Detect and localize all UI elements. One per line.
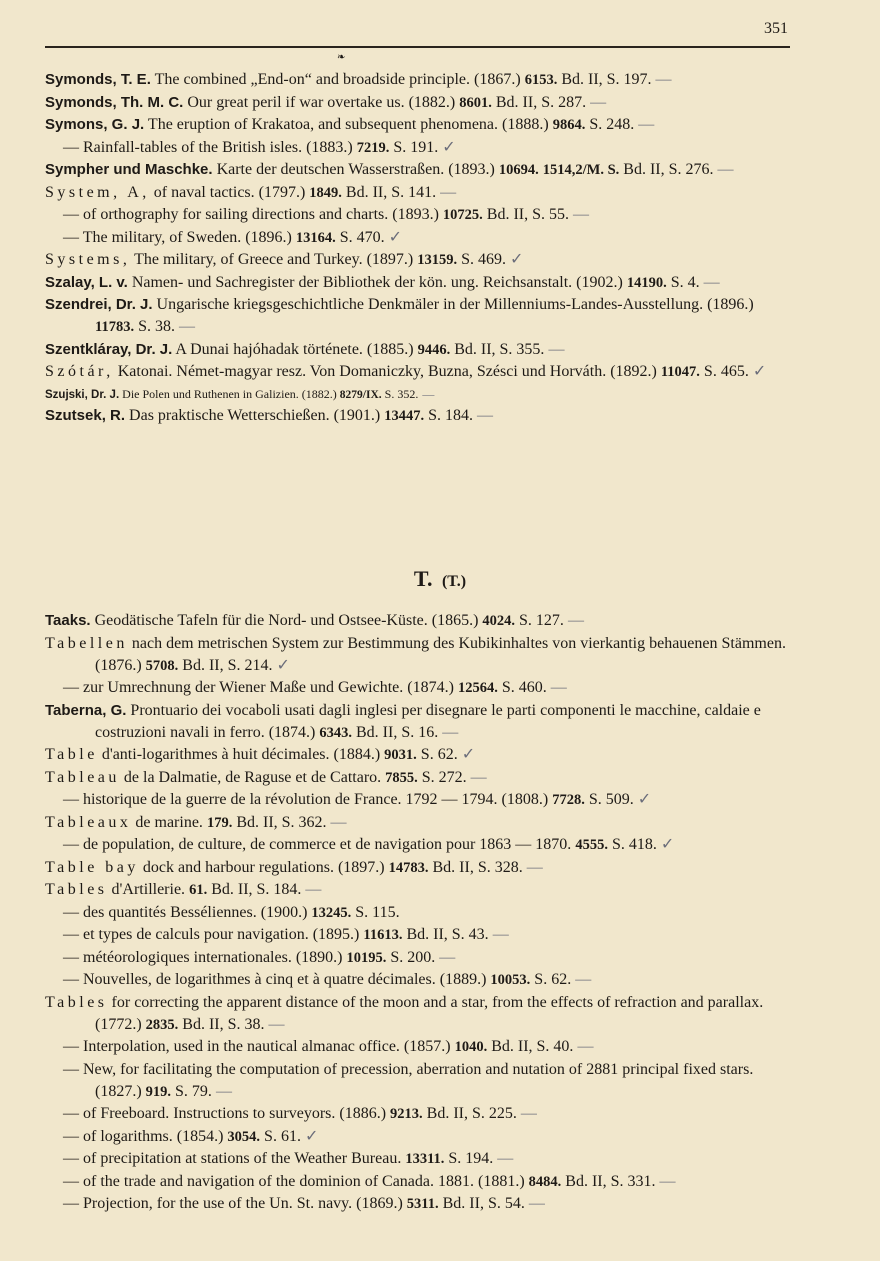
entry-number: 14783. bbox=[388, 859, 429, 876]
entry-dash: — bbox=[63, 138, 79, 156]
entry-number: 11613. bbox=[363, 927, 403, 943]
entry-title: Karte der deutschen Wasserstraßen. (1893.) bbox=[216, 161, 495, 178]
entries-lower bbox=[45, 610, 790, 1216]
index-entry bbox=[45, 204, 790, 226]
entry-title: for correcting the apparent distance of the moon and a star, from the effects of refraction and parallax. (1772.) bbox=[95, 993, 764, 1033]
entry-author: Symonds, Th. M. C. bbox=[45, 93, 184, 111]
entry-number: 11783. bbox=[95, 319, 135, 335]
entry-reference: Bd. II, S. 225. bbox=[426, 1105, 517, 1122]
entry-reference: S. 79. bbox=[175, 1082, 212, 1100]
entry-dash: — bbox=[63, 971, 79, 988]
entry-reference: Bd. II, S. 141. bbox=[345, 183, 437, 201]
entry-title: of logarithms. (1854.) bbox=[83, 1127, 224, 1145]
check-mark-icon: ✓ bbox=[442, 138, 456, 156]
index-entry bbox=[45, 767, 790, 789]
entry-reference: S. 184. bbox=[428, 407, 474, 424]
dash-mark: — bbox=[526, 858, 543, 876]
entry-number: 13159. bbox=[417, 252, 458, 268]
entry-title: of Freeboard. Instructions to surveyors. (1886.) bbox=[83, 1105, 387, 1122]
entry-dash: — bbox=[63, 228, 79, 246]
entry-reference: S. 200. bbox=[390, 948, 436, 966]
entry-dash: — bbox=[63, 679, 79, 696]
check-mark-icon: ✓ bbox=[276, 656, 290, 674]
index-entry bbox=[45, 1126, 790, 1148]
entry-number: 10195. bbox=[346, 949, 387, 966]
entry-number: 8484. bbox=[528, 1173, 562, 1190]
entry-reference: S. 465. bbox=[703, 363, 749, 380]
dash-mark: — bbox=[573, 206, 590, 223]
entry-reference: Bd. II, S. 43. bbox=[406, 926, 489, 943]
entry-title: Nouvelles, de logarithmes à cinq et à quatre décimales. (1889.) bbox=[83, 971, 487, 988]
entry-author: Symonds, T. E. bbox=[45, 71, 151, 88]
entry-number: 9446. bbox=[417, 341, 451, 358]
entry-dash: — bbox=[63, 926, 79, 943]
entry-title: Ungarische kriegsgeschichtliche Denkmäler in der Millenniums-Landes-Ausstellung. (1896.) bbox=[156, 296, 754, 313]
dash-mark: — bbox=[703, 273, 720, 291]
entry-number: 11047. bbox=[660, 364, 700, 380]
dash-mark: — bbox=[422, 386, 435, 401]
index-entry bbox=[45, 1171, 790, 1193]
entry-author: Szalay, L. v. bbox=[45, 273, 128, 291]
index-entry bbox=[45, 384, 790, 405]
dash-mark: — bbox=[470, 768, 487, 786]
entry-title: de marine. bbox=[135, 813, 203, 831]
index-entry bbox=[45, 159, 790, 181]
entry-reference: Bd. II, S. 197. bbox=[561, 71, 652, 88]
entry-title: dock and harbour regulations. (1897.) bbox=[142, 858, 385, 876]
index-entry bbox=[45, 1036, 790, 1058]
dash-mark: — bbox=[215, 1082, 232, 1100]
dash-mark: — bbox=[439, 948, 456, 966]
entry-dash: — bbox=[63, 836, 79, 853]
entry-number: 14190. bbox=[626, 274, 667, 291]
entry-number: 7855. bbox=[385, 769, 418, 786]
entry-title: New, for facilitating the computation of precession, aberration and nutation of 2881 principal fixed stars. (1827.) bbox=[83, 1060, 754, 1100]
entry-number: 13245. bbox=[311, 904, 352, 921]
entry-dash: — bbox=[63, 948, 79, 966]
entry-title: Rainfall-tables of the British isles. (1883.) bbox=[83, 138, 353, 156]
entry-reference: Bd. II, S. 184. bbox=[211, 881, 302, 898]
entry-number: 8279/IX. bbox=[339, 388, 382, 401]
entry-title: Katonai. Német-magyar resz. Von Domaniczky, Buzna, Szésci und Horváth. (1892.) bbox=[117, 363, 657, 380]
entry-reference: Bd. II, S. 54. bbox=[442, 1195, 525, 1212]
entry-number: 5311. bbox=[406, 1196, 439, 1212]
entry-keyword: Tables bbox=[45, 993, 108, 1011]
dash-mark: — bbox=[550, 679, 567, 696]
entry-title: Interpolation, used in the nautical almanac office. (1857.) bbox=[83, 1038, 451, 1055]
index-entry bbox=[45, 812, 790, 834]
entry-dash: — bbox=[63, 1038, 79, 1055]
dash-mark: — bbox=[590, 93, 607, 111]
entry-reference: Bd. II, S. 355. bbox=[454, 340, 545, 358]
entry-reference: S. 509. bbox=[588, 791, 634, 808]
dash-mark: — bbox=[330, 813, 347, 831]
entry-number: 10725. bbox=[442, 207, 483, 223]
index-entry bbox=[45, 1193, 790, 1215]
dash-mark: — bbox=[717, 161, 734, 178]
entry-title: de la Dalmatie, de Raguse et de Cattaro. bbox=[123, 768, 382, 786]
entry-dash: — bbox=[63, 206, 79, 223]
index-entry bbox=[45, 834, 790, 856]
entry-title: Geodätische Tafeln für die Nord- und Ostsee-Küste. (1865.) bbox=[94, 612, 479, 629]
index-entry bbox=[45, 633, 790, 677]
entry-title: of precipitation at stations of the Weather Bureau. bbox=[83, 1150, 402, 1167]
entry-number: 10694. bbox=[498, 162, 539, 178]
dash-mark: — bbox=[528, 1195, 545, 1212]
entry-reference: Bd. II, S. 214. bbox=[182, 656, 273, 674]
index-entry bbox=[45, 92, 790, 114]
entry-number: 5708. bbox=[145, 657, 179, 674]
entry-title: The eruption of Krakatoa, and subsequent phenomena. (1888.) bbox=[147, 116, 549, 133]
entry-title: of naval tactics. (1797.) bbox=[153, 183, 306, 201]
entry-dash: — bbox=[63, 1127, 79, 1145]
index-entry bbox=[45, 700, 790, 744]
index-entry bbox=[45, 744, 790, 766]
dash-mark: — bbox=[638, 116, 655, 133]
entry-reference: Bd. II, S. 331. bbox=[565, 1172, 656, 1190]
entry-author: Taberna, G. bbox=[45, 701, 127, 719]
dash-mark: — bbox=[178, 318, 195, 335]
entry-number: 2835. bbox=[145, 1016, 179, 1033]
dash-mark: — bbox=[497, 1150, 514, 1167]
entry-author: Szentkláray, Dr. J. bbox=[45, 340, 173, 358]
entry-keyword: Szótár, bbox=[45, 363, 114, 380]
entry-dash: — bbox=[63, 1195, 79, 1212]
entry-number: 13447. bbox=[384, 408, 425, 424]
entry-title: The combined „End-on“ and broadside principle. (1867.) bbox=[154, 71, 521, 88]
entry-number: 8601. bbox=[459, 94, 492, 111]
entry-title: zur Umrechnung der Wiener Maße und Gewichte. (1874.) bbox=[83, 679, 454, 696]
entry-title: Prontuario dei vocaboli usati dagli inglesi per disegnare le parti componenti le macchine, caldaie e costruzioni navali in ferro. (1874.) bbox=[95, 701, 761, 741]
index-entry bbox=[45, 137, 790, 159]
entry-reference: S. 62. bbox=[420, 746, 458, 763]
header-rule bbox=[45, 46, 790, 48]
entry-title: of the trade and navigation of the dominion of Canada. 1881. (1881.) bbox=[83, 1172, 525, 1190]
index-entry bbox=[45, 610, 790, 632]
entry-keyword: Table bbox=[45, 746, 98, 763]
entry-reference: S. 62. bbox=[534, 971, 572, 988]
index-entry bbox=[45, 405, 790, 427]
entry-reference: Bd. II, S. 328. bbox=[432, 858, 523, 876]
check-mark-icon: ✓ bbox=[461, 746, 476, 763]
entry-title: et types de calculs pour navigation. (1895.) bbox=[83, 926, 360, 943]
entry-number: 4555. bbox=[575, 837, 608, 853]
dash-mark: — bbox=[659, 1172, 676, 1190]
dash-mark: — bbox=[492, 926, 509, 943]
index-entry bbox=[45, 1103, 790, 1125]
entry-number: 6343. bbox=[319, 724, 352, 741]
dash-mark: — bbox=[305, 881, 322, 898]
index-entry bbox=[45, 992, 790, 1036]
entry-reference: Bd. II, S. 287. bbox=[495, 93, 587, 111]
entry-author: Symons, G. J. bbox=[45, 116, 145, 133]
dash-mark: — bbox=[577, 1038, 594, 1055]
entry-title: météorologiques internationales. (1890.) bbox=[83, 948, 343, 966]
entry-number: 13311. bbox=[405, 1151, 445, 1167]
entry-dash: — bbox=[63, 1172, 79, 1190]
entry-title: de population, de culture, de commerce et de navigation pour 1863 — 1870. bbox=[83, 836, 572, 853]
entry-keyword: System, A, bbox=[45, 183, 150, 201]
entry-dash: — bbox=[63, 1150, 79, 1167]
entry-keyword: Tableaux bbox=[45, 813, 132, 831]
entry-title: of orthography for sailing directions and charts. (1893.) bbox=[83, 206, 439, 223]
index-entry bbox=[45, 294, 790, 338]
entry-title: Die Polen und Ruthenen in Galizien. (1882.) bbox=[122, 386, 337, 401]
dash-mark: — bbox=[655, 71, 672, 88]
check-mark-icon: ✓ bbox=[510, 251, 524, 268]
dash-mark: — bbox=[548, 340, 565, 358]
entry-number: 1040. bbox=[454, 1039, 488, 1055]
index-entry bbox=[45, 924, 790, 946]
page-number: 351 bbox=[764, 20, 788, 37]
index-entry bbox=[45, 339, 790, 361]
entry-number: 7219. bbox=[356, 139, 390, 156]
entry-title: Das praktische Wetterschießen. (1901.) bbox=[129, 407, 381, 424]
index-entry bbox=[45, 272, 790, 294]
dash-mark: — bbox=[520, 1105, 537, 1122]
index-entry bbox=[45, 249, 790, 271]
check-mark-icon: ✓ bbox=[637, 791, 652, 808]
index-entry bbox=[45, 902, 790, 924]
entry-number: 9213. bbox=[390, 1106, 423, 1122]
entry-reference: S. 38. bbox=[138, 318, 175, 335]
entry-number: 61. bbox=[189, 882, 208, 898]
entry-number: 3054. bbox=[227, 1128, 261, 1145]
entry-reference: S. 191. bbox=[393, 138, 439, 156]
index-entry bbox=[45, 969, 790, 991]
entries-upper bbox=[45, 69, 790, 428]
entry-author: Sympher und Maschke. bbox=[45, 161, 213, 178]
check-mark-icon: ✓ bbox=[388, 228, 403, 246]
entry-keyword: Table bay bbox=[45, 858, 139, 876]
index-entry bbox=[45, 1148, 790, 1170]
entry-title: The military, of Greece and Turkey. (1897.) bbox=[134, 251, 414, 268]
entry-keyword: Tableau bbox=[45, 768, 120, 786]
entry-reference: S. 352. bbox=[384, 386, 419, 401]
entry-keyword: Tables bbox=[45, 881, 108, 898]
index-entry bbox=[45, 1059, 790, 1103]
entry-author: Szujski, Dr. J. bbox=[45, 388, 120, 401]
entry-number: 12564. bbox=[457, 680, 498, 696]
check-mark-icon: ✓ bbox=[752, 363, 767, 380]
entry-title: d'Artillerie. bbox=[111, 881, 186, 898]
entry-title: A Dunai hajóhadak története. (1885.) bbox=[175, 340, 414, 358]
entry-reference: Bd. II, S. 38. bbox=[182, 1015, 265, 1033]
entry-title: Our great peril if war overtake us. (1882.) bbox=[187, 93, 456, 111]
index-entry bbox=[45, 879, 790, 901]
index-entry bbox=[45, 361, 790, 383]
entry-reference: S. 460. bbox=[501, 679, 547, 696]
entry-title: Projection, for the use of the Un. St. navy. (1869.) bbox=[83, 1195, 403, 1212]
entry-number: 179. bbox=[206, 814, 233, 831]
index-entry bbox=[45, 227, 790, 249]
entry-title: des quantités Besséliennes. (1900.) bbox=[83, 903, 308, 921]
index-entry bbox=[45, 114, 790, 136]
entry-number: 1849. bbox=[309, 184, 342, 201]
entry-title: Namen- und Sachregister der Bibliothek der kön. ung. Reichsanstalt. (1902.) bbox=[131, 273, 623, 291]
entry-reference: Bd. II, S. 362. bbox=[236, 813, 327, 831]
entry-number: 9864. bbox=[552, 117, 586, 133]
entry-reference: S. 194. bbox=[448, 1150, 494, 1167]
entry-dash: — bbox=[63, 1105, 79, 1122]
dash-mark: — bbox=[440, 183, 457, 201]
entry-reference: S. 4. bbox=[670, 273, 700, 291]
entry-number: 7728. bbox=[552, 792, 585, 808]
dash-mark: — bbox=[575, 971, 592, 988]
entry-reference: S. 418. bbox=[611, 836, 657, 853]
entry-keyword: Systems, bbox=[45, 251, 131, 268]
entry-reference: S. 470. bbox=[339, 228, 385, 246]
entry-title: The military, of Sweden. (1896.) bbox=[82, 228, 292, 246]
dash-mark: — bbox=[268, 1015, 285, 1033]
entry-number: 4024. bbox=[482, 613, 516, 629]
entry-reference: S. 61. bbox=[264, 1127, 301, 1145]
dash-mark: — bbox=[442, 723, 459, 741]
entry-reference: Bd. II, S. 16. bbox=[356, 723, 439, 741]
entry-title: d'anti-logarithmes à huit décimales. (1884.) bbox=[101, 746, 381, 763]
entry-reference: Bd. II, S. 40. bbox=[491, 1038, 574, 1055]
entry-reference: S. 272. bbox=[421, 768, 467, 786]
entry-reference: Bd. II, S. 55. bbox=[486, 206, 570, 223]
index-entry bbox=[45, 857, 790, 879]
dash-mark: — bbox=[477, 407, 494, 424]
section-heading bbox=[0, 566, 880, 592]
entry-number: 9031. bbox=[384, 747, 417, 763]
entry-reference: S. 248. bbox=[589, 116, 635, 133]
entry-number: 10053. bbox=[490, 972, 531, 988]
entry-dash: — bbox=[63, 791, 79, 808]
entry-extra: 1514,2/M. S. bbox=[542, 162, 620, 178]
ornament-mark: ❧ bbox=[337, 52, 346, 63]
index-entry bbox=[45, 69, 790, 91]
entry-keyword: Tabellen bbox=[45, 634, 128, 652]
entry-number: 6153. bbox=[524, 72, 558, 88]
index-entry bbox=[45, 677, 790, 699]
entry-dash: — bbox=[63, 903, 79, 921]
check-mark-icon: ✓ bbox=[660, 836, 675, 853]
entry-reference: S. 469. bbox=[461, 251, 507, 268]
entry-number: 13164. bbox=[295, 229, 336, 246]
entry-author: Szutsek, R. bbox=[45, 407, 126, 424]
entry-number: 919. bbox=[145, 1083, 172, 1100]
entry-author: Szendrei, Dr. J. bbox=[45, 296, 153, 313]
index-entry bbox=[45, 947, 790, 969]
entry-reference: S. 115. bbox=[355, 903, 400, 921]
entry-title: nach dem metrischen System zur Bestimmung des Kubikinhaltes von vierkantig behauenen Stämmen. (1876.) bbox=[95, 634, 786, 674]
check-mark-icon: ✓ bbox=[304, 1127, 319, 1145]
entry-title: historique de la guerre de la révolution de France. 1792 — 1794. (1808.) bbox=[83, 791, 549, 808]
entry-reference: S. 127. bbox=[519, 612, 564, 629]
index-entry bbox=[45, 182, 790, 204]
dash-mark: — bbox=[567, 612, 584, 629]
index-entry bbox=[45, 789, 790, 811]
entry-reference: Bd. II, S. 276. bbox=[623, 161, 714, 178]
section-letter: T. bbox=[413, 566, 433, 591]
entry-dash: — bbox=[63, 1060, 79, 1078]
entry-author: Taaks. bbox=[45, 612, 91, 629]
section-sub-letter: (T.) bbox=[441, 573, 467, 590]
